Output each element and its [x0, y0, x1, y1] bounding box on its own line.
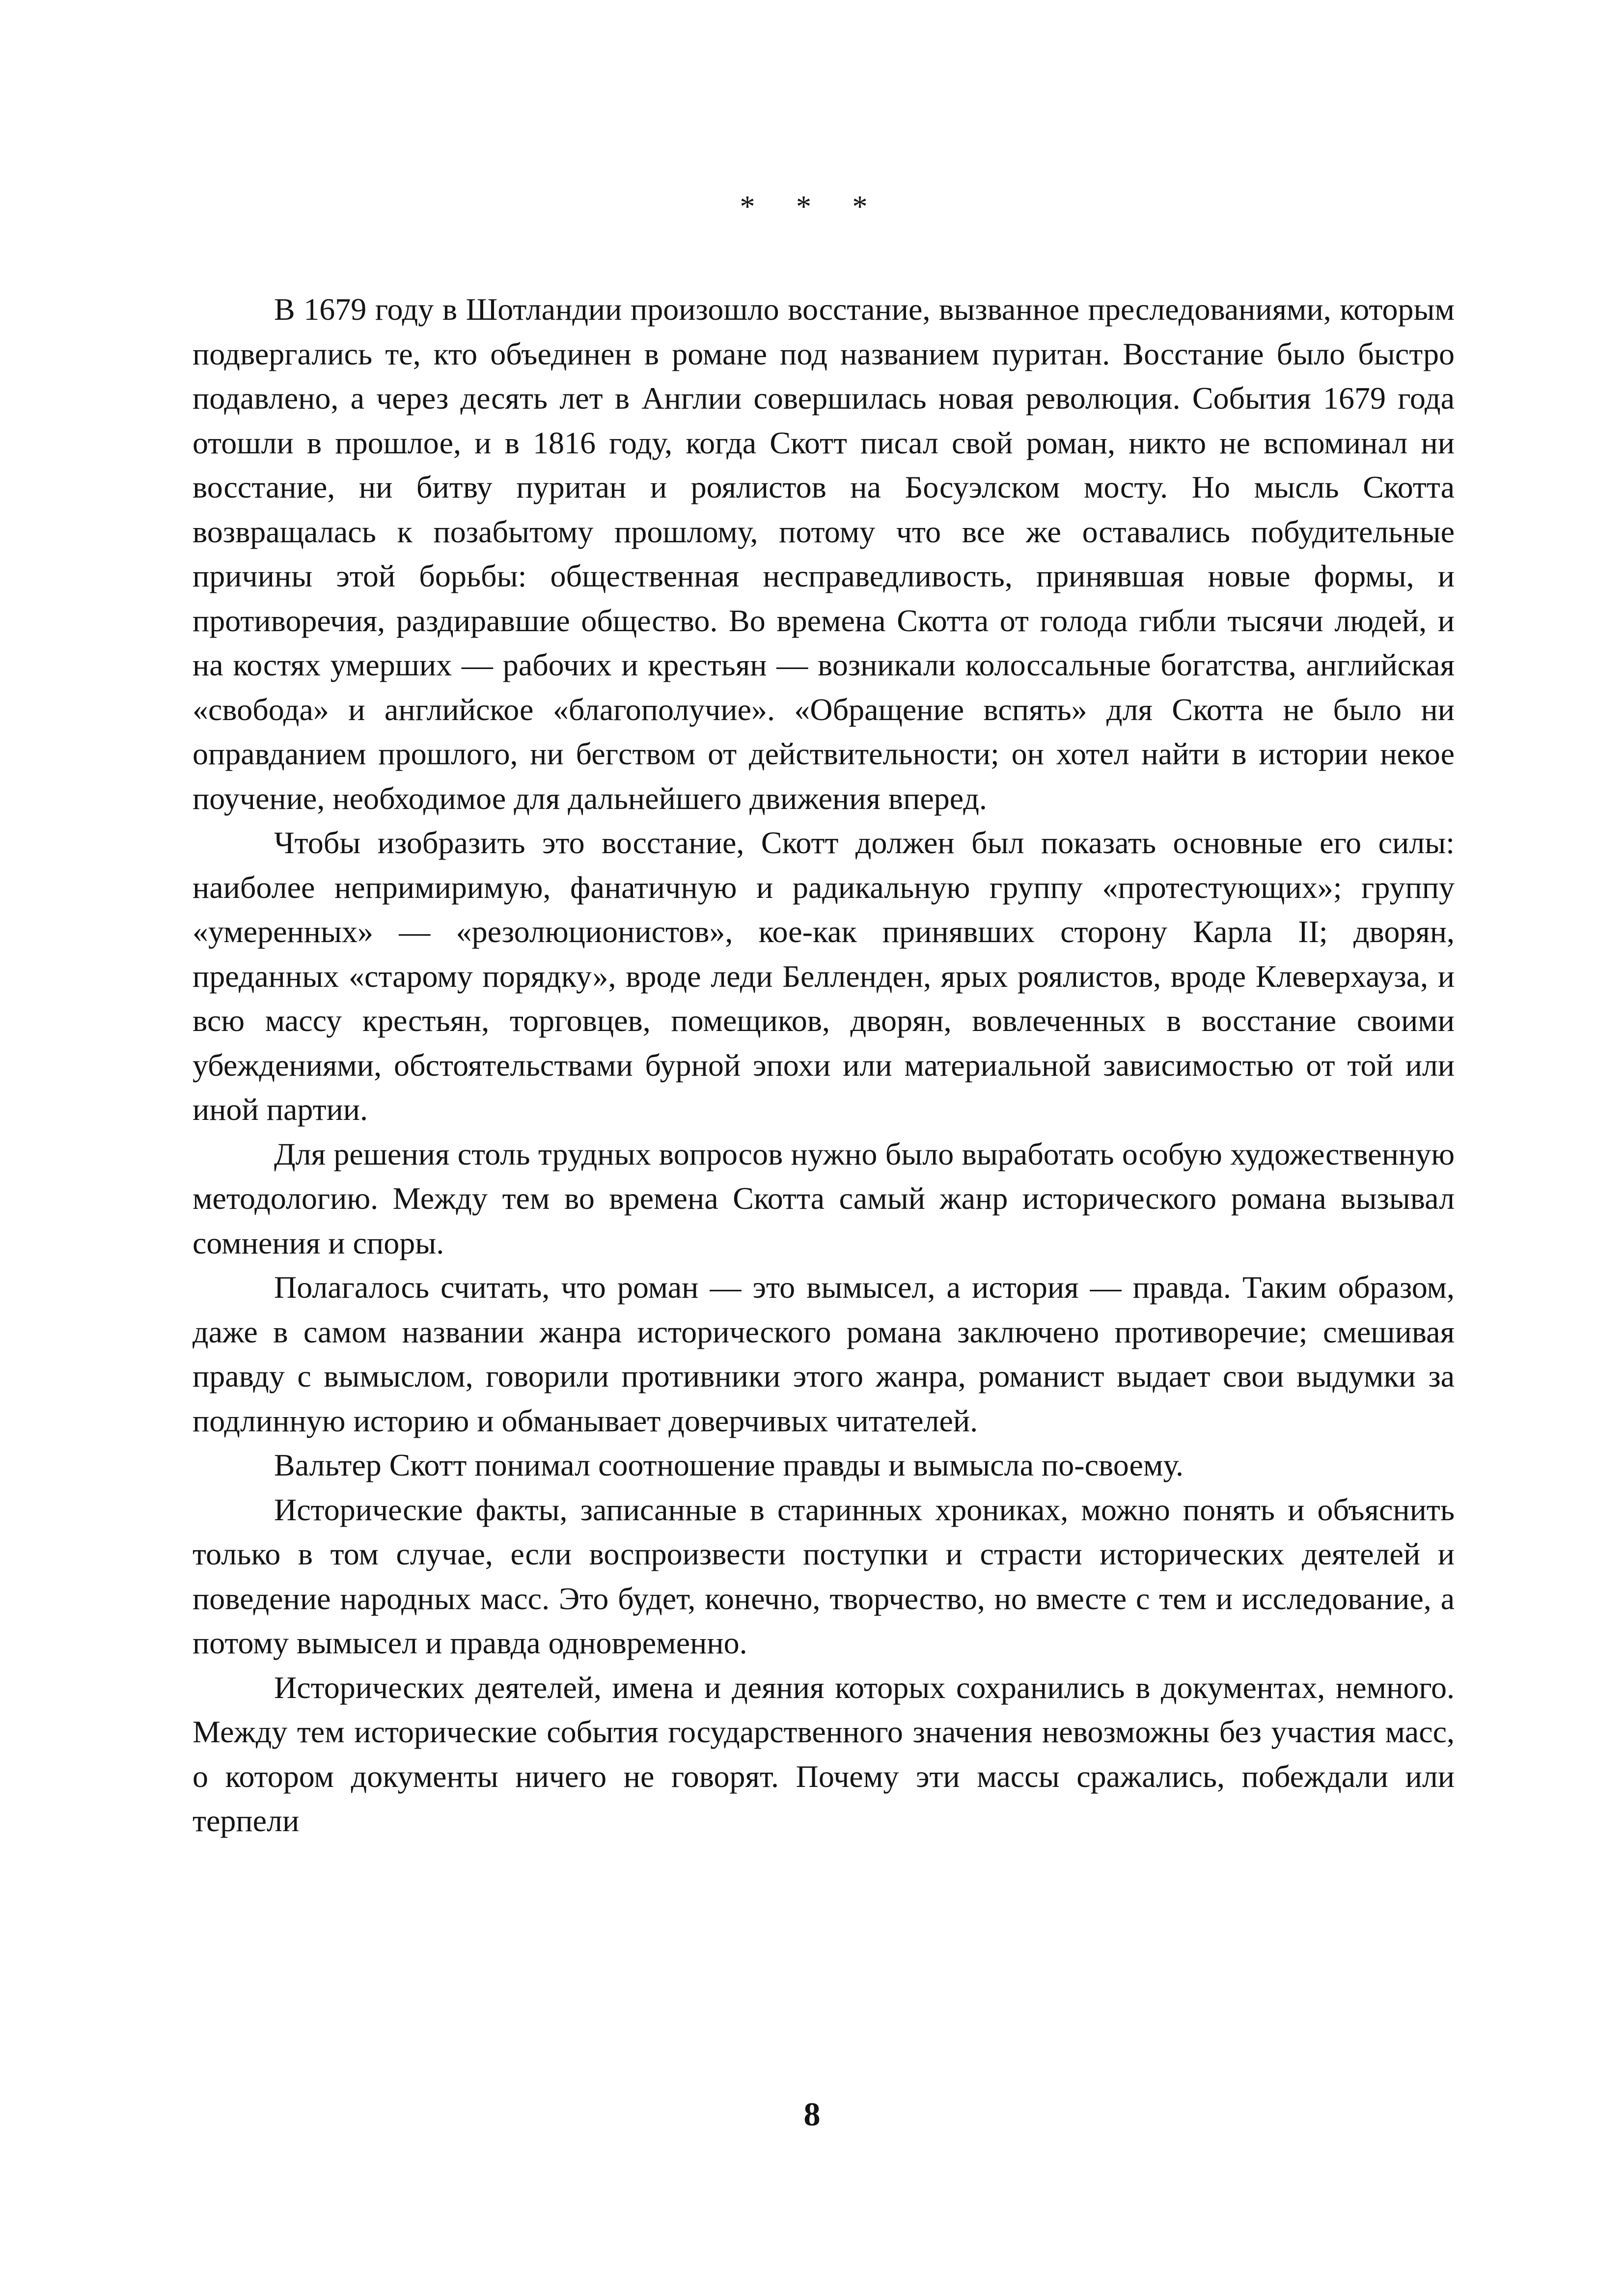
body-text — [193, 287, 1455, 1843]
paragraph: В 1679 году в Шотландии произошло восстание, вызванное преследованиями, которым подвергались те, кто объединен в романе под названием пуритан. Восстание было быстро подавлено, а через десять лет в Англии совершилась новая революция. События 1679 года отошли в прошлое, и в 1816 году, когда Скотт писал свой роман, никто не вспоминал ни восстание, ни битву пуритан и роялистов на Босуэлском мосту. Но мысль Скотта возвращалась к позабытому прошлому, потому что все же оставались побудительные причины этой борьбы: общественная несправедливость, принявшая новые формы, и противоречия, раздиравшие общество. Во времена Скотта от голода гибли тысячи людей, и на костях умерших — рабочих и крестьян — возникали колоссальные богатства, английская «свобода» и английское «благополучие». «Обращение вспять» для Скотта не было ни оправданием прошлого, ни бегством от действительности; он хотел найти в истории некое поучение, необходимое для дальнейшего движения вперед. — [193, 292, 1455, 816]
paragraph: Для решения столь трудных вопросов нужно было выработать особую художественную методологию. Между тем во времена Скотта самый жанр исторического романа вызывал сомнения и споры. — [193, 1136, 1455, 1260]
paragraph: Чтобы изобразить это восстание, Скотт должен был показать основные его силы: наиболее непримиримую, фанатичную и радикальную группу «протестующих»; группу «умеренных» — «резолюционистов», кое-как принявших сторону Карла II; дворян, преданных «старому порядку», вроде леди Белленден, ярых роялистов, вроде Клеверхауза, и всю массу крестьян, торговцев, помещиков, дворян, вовлеченных в восстание своими убеждениями, обстоятельствами бурной эпохи или материальной зависимостью от той или иной партии. — [193, 825, 1455, 1127]
paragraph: Полагалось считать, что роман — это вымысел, а история — правда. Таким образом, даже в самом названии жанра исторического романа заключено противоречие; смешивая правду с вымыслом, говорили противники этого жанра, романист выдает свои выдумки за подлинную историю и обманывает доверчивых читателей. — [193, 1270, 1455, 1438]
paragraph: Вальтер Скотт понимал соотношение правды и вымысла по-своему. — [274, 1448, 1184, 1482]
page-number: 8 — [803, 2095, 821, 2133]
paragraph: Исторических деятелей, имена и деяния которых сохранились в документах, немного. Между тем исторические события государственного значения невозможны без участия масс, о котором документы ничего не говорят. Почему эти массы сражались, побеждали или терпели — [193, 1670, 1455, 1838]
paragraph: Исторические факты, записанные в старинных хрониках, можно понять и объяснить только в том случае, если воспроизвести поступки и страсти исторических деятелей и поведение народных масс. Это будет, конечно, творчество, но вместе с тем и исследование, а потому вымысел и правда одновременно. — [193, 1492, 1455, 1660]
section-separator: * * * — [740, 190, 884, 223]
